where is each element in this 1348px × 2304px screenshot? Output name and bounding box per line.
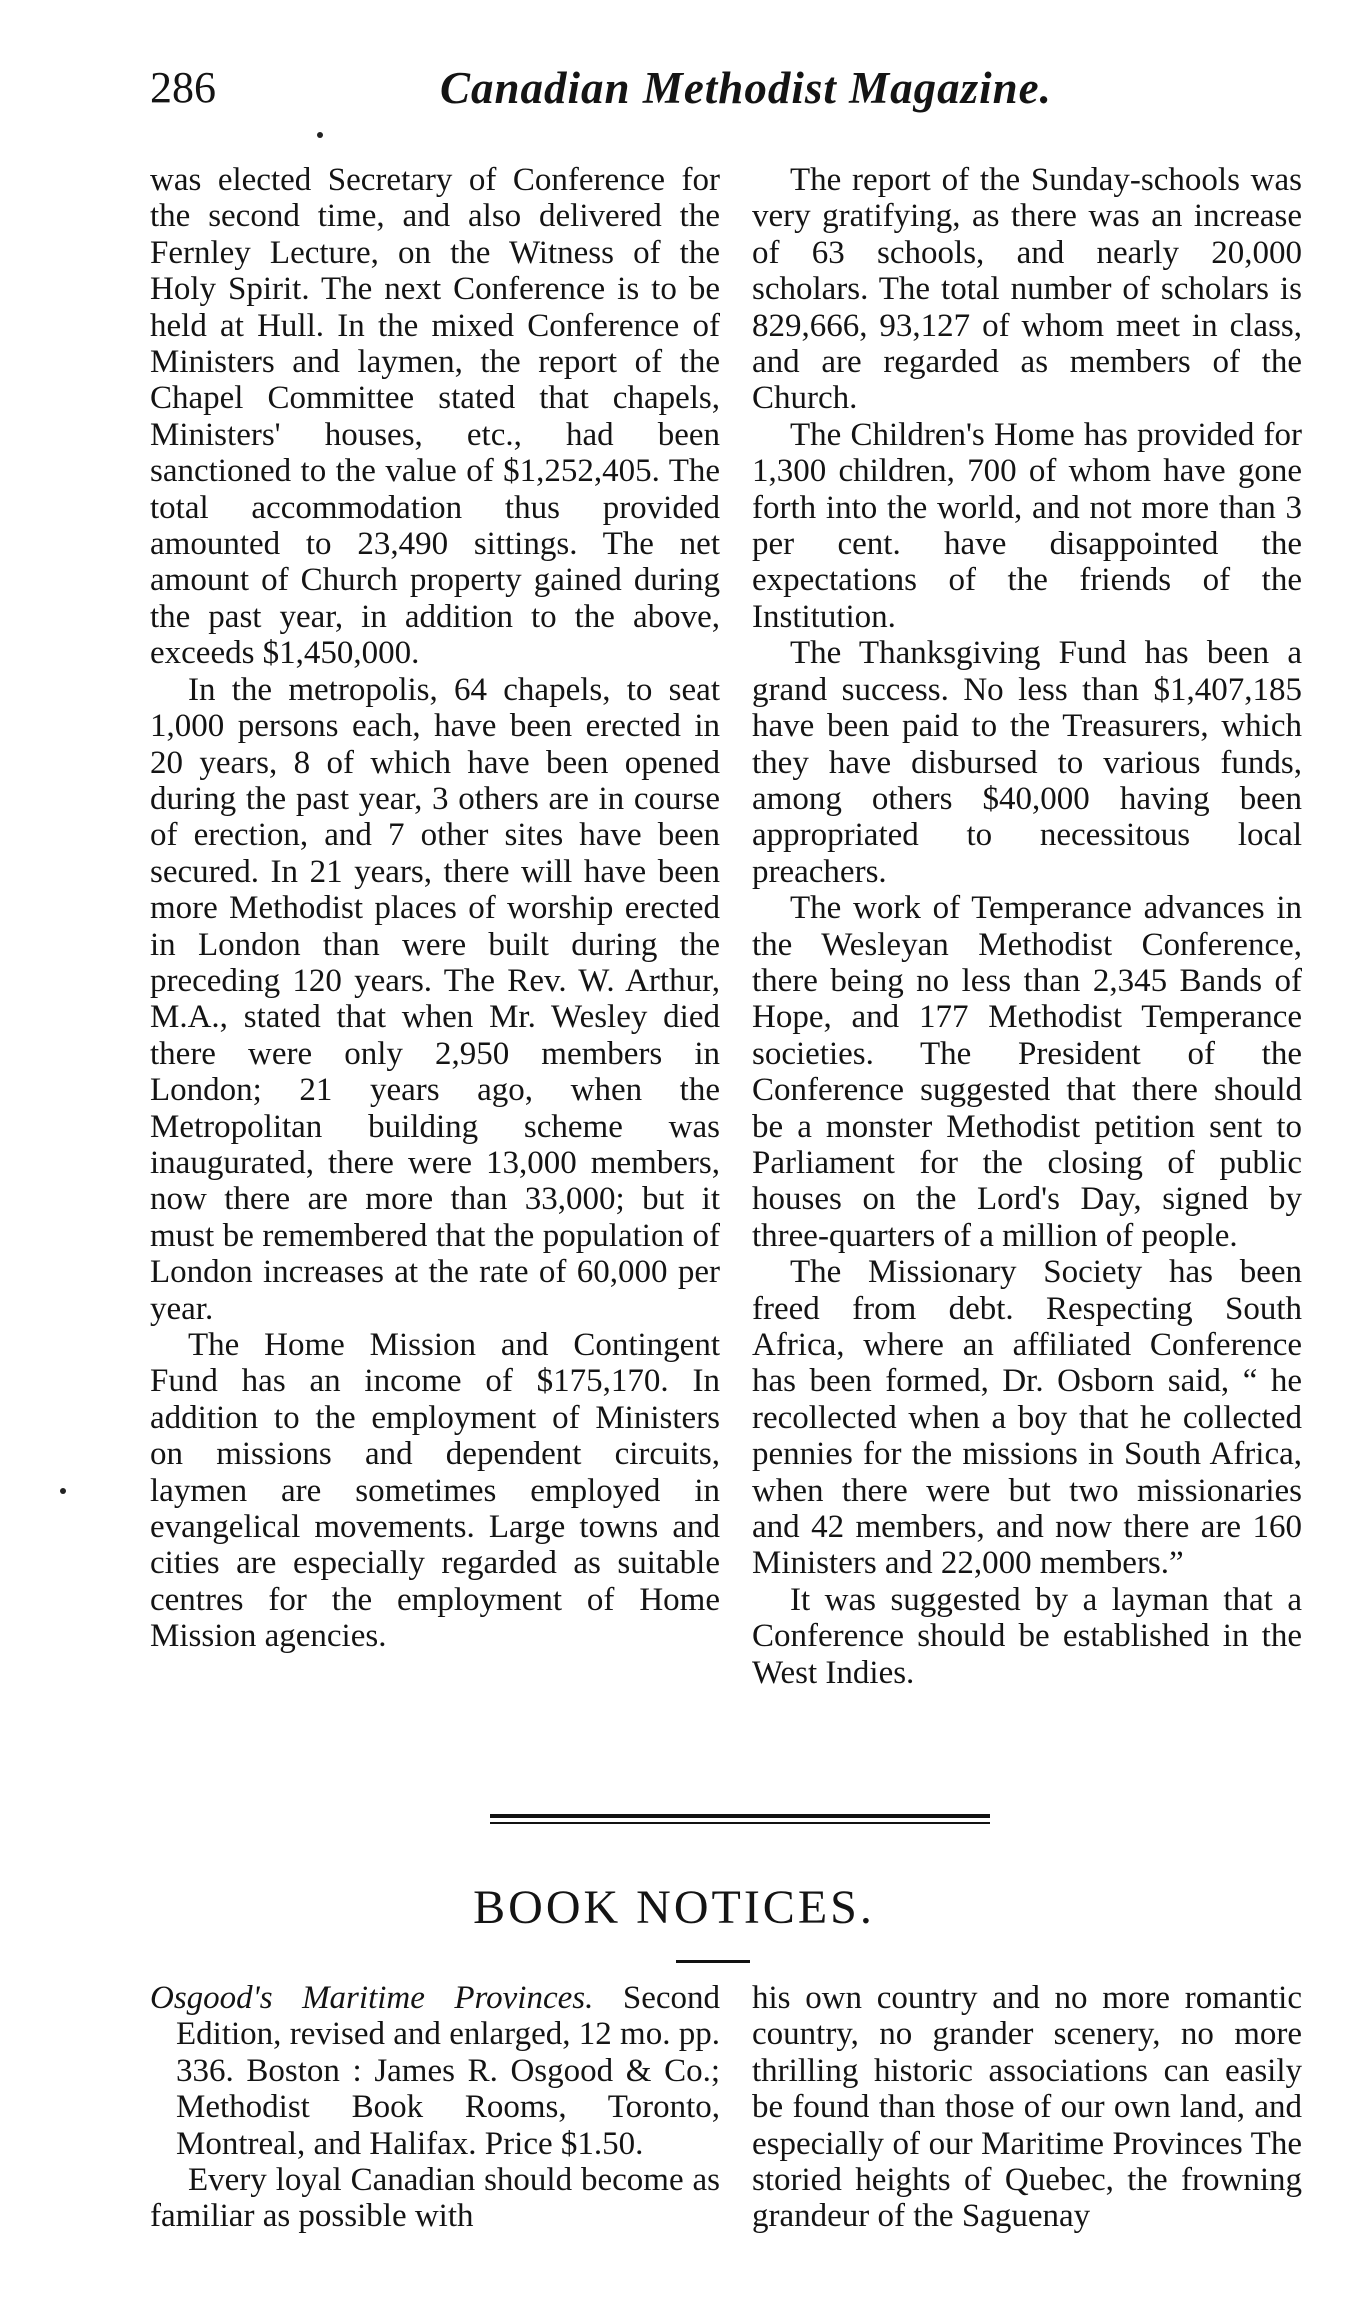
book-title: Osgood's Maritime Provinces.: [150, 1980, 594, 2016]
article-paragraph: was elected Secretary of Conference for the second time, and also delivered the Fernley Lecture, on the Witness of the Holy Spirit. The next Conference is to be held at Hull. In the mixed Conference of Ministers and laymen, the report of the Chapel Committee stated that chapels, Ministers' houses, etc., had been sanctioned to the value of $1,252,405. The total accommodation thus provided amounted to 23,490 sittings. The net amount of Church property gained during the past year, in addition to the above, exceeds $1,450,000.: [150, 162, 720, 672]
divider-thin-line: [490, 1822, 990, 1824]
book-citation-details: Second Edition, revised and enlarged, 12 mo. pp. 336. Boston : James R. Osgood & Co.; Methodist Book Rooms, Toronto, Montreal, and Halifax. Price $1.50.: [176, 1980, 721, 2162]
article-paragraph: The Thanksgiving Fund has been a grand success. No less than $1,407,185 have been paid to the Treasurers, which they have disbursed to various funds, among others $40,000 having been appropriated to necessitous local preachers.: [752, 635, 1302, 890]
divider-thick-line: [490, 1814, 990, 1818]
book-notices-right-column: [752, 1980, 1302, 2235]
article-left-column: [150, 162, 720, 1655]
running-head: [150, 62, 1260, 122]
article-paragraph: The report of the Sunday-schools was very gratifying, as there was an increase of 63 schools, and nearly 20,000 scholars. The total number of scholars is 829,666, 93,127 of whom meet in class, and are regarded as members of the Church.: [752, 162, 1302, 417]
article-right-column: [752, 162, 1302, 1691]
article-paragraph: In the metropolis, 64 chapels, to seat 1,000 persons each, have been erected in 20 years, 8 of which have been opened during the past year, 3 others are in course of erection, and 7 other sites have been secured. In 21 years, there will have been more Methodist places of worship erected in London than were built during the preceding 120 years. The Rev. W. Arthur, M.A., stated that when Mr. Wesley died there were only 2,950 members in London; 21 years ago, when the Metropolitan building scheme was inaugurated, there were 13,000 members, now there are more than 33,000; but it must be remembered that the population of London increases at the rate of 60,000 per year.: [150, 671, 720, 1327]
article-paragraph: The Home Mission and Contingent Fund has an income of $175,170. In addition to the employment of Ministers on missions and dependent circuits, laymen are sometimes employed in evangelical movements. Large towns and cities are especially regarded as suitable centres for the employment of Home Mission agencies.: [150, 1327, 720, 1655]
book-notices-left-column: [150, 1980, 720, 2235]
article-paragraph: It was suggested by a layman that a Conference should be established in the West Indies.: [752, 1581, 1302, 1691]
stray-dot-top: [317, 132, 323, 138]
book-notice-paragraph: Every loyal Canadian should become as familiar as possible with: [150, 2162, 720, 2235]
magazine-title: Canadian Methodist Magazine.: [440, 63, 1052, 113]
article-paragraph: The Children's Home has provided for 1,300 children, 700 of whom have gone forth into the world, and not more than 3 per cent. have disappointed the expectations of the friends of the Institution.: [752, 416, 1302, 635]
book-notice-paragraph-continued: his own country and no more romantic country, no grander scenery, no more thrilling historic associations can easily be found than those of our own land, and especially of our Maritime Provinces The storied heights of Quebec, the frowning grandeur of the Saguenay: [752, 1980, 1302, 2235]
page-number: 286: [150, 63, 216, 112]
book-citation: [150, 1980, 720, 2162]
article-paragraph: The work of Temperance advances in the Wesleyan Methodist Conference, there being no less than 2,345 Bands of Hope, and 177 Methodist Temperance societies. The President of the Conference suggested that there should be a monster Methodist petition sent to Parliament for the closing of public houses on the Lord's Day, signed by three-quarters of a million of people.: [752, 890, 1302, 1254]
book-notices-heading: BOOK NOTICES.: [473, 1881, 875, 1934]
heading-underline-rule: [676, 1960, 750, 1963]
stray-dot-margin: [60, 1488, 66, 1494]
article-paragraph: The Missionary Society has been freed from debt. Respecting South Africa, where an affiliated Conference has been formed, Dr. Osborn said, “ he recollected when a boy that he collected pennies for the missions in South Africa, when there were but two missionaries and 42 members, and now there are 160 Ministers and 22,000 members.”: [752, 1254, 1302, 1582]
section-divider-rule: [490, 1814, 990, 1824]
